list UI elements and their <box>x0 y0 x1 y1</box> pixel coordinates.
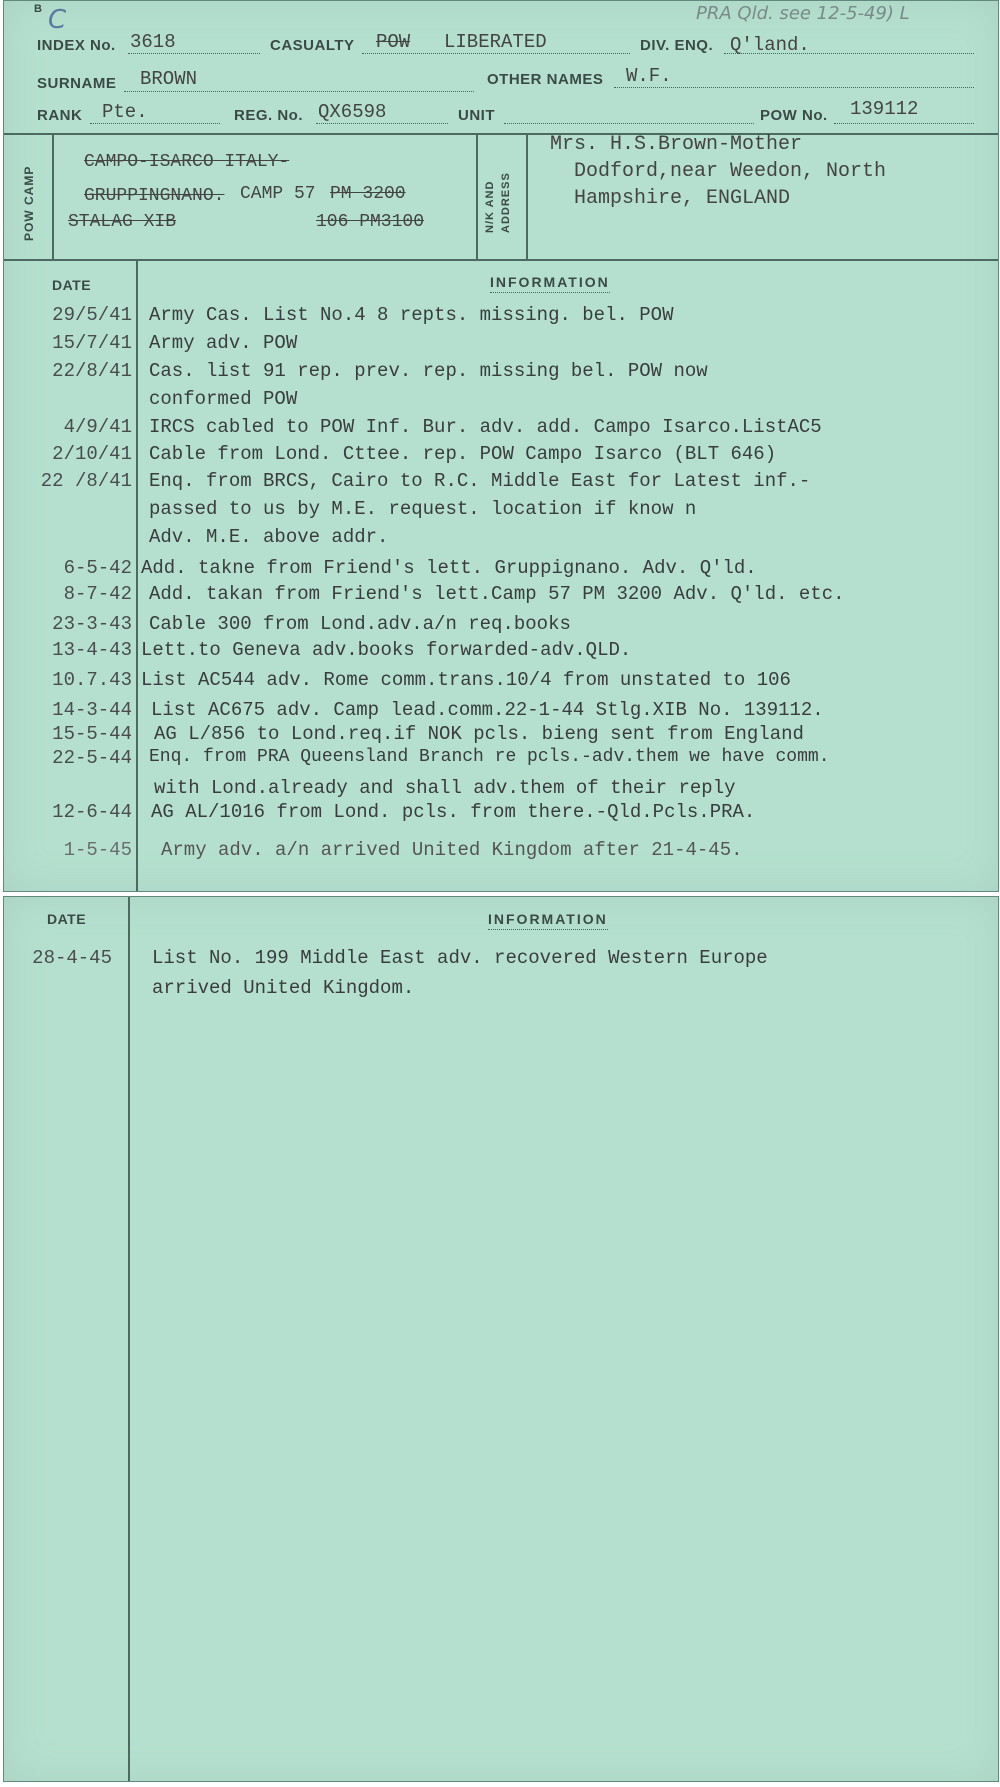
index-rule <box>128 53 260 54</box>
address-line-2: Dodford,near Weedon, North <box>550 160 887 183</box>
nk-label-line2: ADDRESS <box>500 172 512 233</box>
entry-text: Cas. list 91 rep. prev. rep. missing bel. POW now <box>149 360 708 382</box>
entry-row <box>4 332 998 360</box>
entry-date: 22 /8/41 <box>40 470 132 492</box>
entry-text: Army adv. a/n arrived United Kingdom after 21-4-45. <box>161 839 743 861</box>
entry-date: 6-5-42 <box>63 557 132 579</box>
index-label: INDEX No. <box>37 37 116 54</box>
entry-text: Enq. from BRCS, Cairo to R.C. Middle East for Latest inf.- <box>149 470 811 492</box>
entry-text: passed to us by M.E. request. location if know n <box>149 498 697 520</box>
entry-row <box>4 639 998 667</box>
entry-row <box>4 443 998 471</box>
surname-label: SURNAME <box>37 75 117 92</box>
entry-text: Army Cas. List No.4 8 repts. missing. bel. POW <box>149 304 674 326</box>
entry-text: List No. 199 Middle East adv. recovered Western Europe <box>152 947 768 969</box>
entry-row <box>4 498 998 526</box>
other-names-rule <box>614 87 974 88</box>
info-header: INFORMATION <box>490 274 610 293</box>
entry-row <box>4 304 998 332</box>
stamp-initial: C <box>48 5 67 35</box>
index-value: 3618 <box>130 31 176 53</box>
pow-no-label: POW No. <box>760 107 828 124</box>
entry-date: 1-5-45 <box>63 839 132 861</box>
entry-row <box>4 747 998 775</box>
entry-row <box>4 470 998 498</box>
camp-line-4: PM 3200 <box>330 184 406 204</box>
entry-text: Enq. from PRA Queensland Branch re pcls.-adv.them we have comm. <box>149 747 830 767</box>
reg-no-value: QX6598 <box>318 101 387 123</box>
entry-date: 22/8/41 <box>52 360 132 382</box>
entry-text: List AC544 adv. Rome comm.trans.10/4 from unstated to 106 <box>141 669 791 691</box>
entry-row <box>4 360 998 388</box>
date-column-divider <box>128 897 130 1781</box>
camp-line-1: CAMPO-ISARCO ITALY- <box>84 152 290 172</box>
entry-text: Cable from Lond. Cttee. rep. POW Campo Isarco (BLT 646) <box>149 443 777 465</box>
entry-date: 8-7-42 <box>63 583 132 605</box>
nk-label-line1: N/K AND <box>484 180 496 233</box>
other-names-label: OTHER NAMES <box>487 71 604 88</box>
entry-date: 28-4-45 <box>32 947 112 969</box>
entry-text: AG AL/1016 from Lond. pcls. from there.-Qld.Pcls.PRA. <box>151 801 756 823</box>
pencil-note: PRA Qld. see 12-5-49) L <box>696 3 910 24</box>
entry-date: 2/10/41 <box>52 443 132 465</box>
entry-row <box>4 526 998 554</box>
unit-rule <box>504 123 754 124</box>
date-header: DATE <box>52 277 92 293</box>
reg-no-label: REG. No. <box>234 107 304 124</box>
casualty-value: LIBERATED <box>444 31 547 53</box>
div-enq-label: DIV. ENQ. <box>640 37 714 54</box>
other-names-value: W.F. <box>626 65 672 87</box>
entry-date: 15/7/41 <box>52 332 132 354</box>
entry-row <box>4 669 998 697</box>
nk-address-divider <box>526 133 528 259</box>
camp-line-2: GRUPPINGNANO. <box>84 186 225 206</box>
entry-text: List AC675 adv. Camp lead.comm.22-1-44 Stlg.XIB No. 139112. <box>151 699 824 721</box>
entry-text: Army adv. POW <box>149 332 298 354</box>
entry-date: 15-5-44 <box>52 723 132 745</box>
address-line-3: Hampshire, ENGLAND <box>550 187 791 210</box>
entry-row <box>4 977 998 1005</box>
entry-date: 22-5-44 <box>52 747 132 769</box>
entry-row <box>4 583 998 611</box>
date-header: DATE <box>47 911 87 927</box>
box-divider <box>4 259 998 261</box>
entry-date: 13-4-43 <box>52 639 132 661</box>
casualty-label: CASUALTY <box>270 37 355 54</box>
info-header: INFORMATION <box>488 911 608 930</box>
pow-no-rule <box>834 123 974 124</box>
entry-text: Lett.to Geneva adv.books forwarded-adv.QLD. <box>141 639 632 661</box>
entry-date: 10.7.43 <box>52 669 132 691</box>
camp-line-5: STALAG XIB <box>68 212 177 232</box>
reg-no-rule <box>316 123 448 124</box>
camp-line-3: CAMP 57 <box>240 184 316 204</box>
camp-line-6: 106 PM3100 <box>316 212 425 232</box>
entry-row <box>4 801 998 829</box>
entry-date: 12-6-44 <box>52 801 132 823</box>
rank-rule <box>90 123 220 124</box>
rank-value: Pte. <box>102 101 148 123</box>
entry-text: with Lond.already and shall adv.them of their reply <box>154 777 736 799</box>
div-enq-value: Q'land. <box>730 34 810 56</box>
index-card-back <box>3 896 999 1782</box>
index-card-front <box>3 0 999 892</box>
casualty-struck-value: POW <box>376 31 411 53</box>
surname-rule <box>124 91 474 92</box>
entry-text: Add. takne from Friend's lett. Gruppignano. Adv. Q'ld. <box>141 557 757 579</box>
rank-label: RANK <box>37 107 83 124</box>
entry-date: 29/5/41 <box>52 304 132 326</box>
entry-text: Add. takan from Friend's lett.Camp 57 PM 3200 Adv. Q'ld. etc. <box>149 583 845 605</box>
pow-no-value: 139112 <box>850 98 919 120</box>
pow-camp-label: POW CAMP <box>22 165 36 241</box>
entry-row <box>4 839 998 867</box>
entry-date: 4/9/41 <box>63 416 132 438</box>
entry-text: Adv. M.E. above addr. <box>149 526 389 548</box>
entry-row <box>4 388 998 416</box>
address-line-1: Mrs. H.S.Brown-Mother <box>550 133 803 156</box>
entry-row <box>4 613 998 641</box>
camp-address-divider <box>476 133 478 259</box>
entry-row <box>4 557 998 585</box>
entry-text: conformed POW <box>149 388 298 410</box>
pow-camp-label-divider <box>52 133 54 259</box>
casualty-rule <box>362 53 630 54</box>
entry-row <box>4 947 998 975</box>
entry-text: IRCS cabled to POW Inf. Bur. adv. add. Campo Isarco.ListAC5 <box>149 416 822 438</box>
entry-text: arrived United Kingdom. <box>152 977 415 999</box>
nok-address <box>550 131 886 212</box>
entry-date: 23-3-43 <box>52 613 132 635</box>
entry-text: AG L/856 to Lond.req.if NOK pcls. bieng sent from England <box>154 723 804 745</box>
unit-label: UNIT <box>458 107 495 124</box>
entry-row <box>4 416 998 444</box>
corner-mark: B <box>34 3 43 15</box>
entry-text: Cable 300 from Lond.adv.a/n req.books <box>149 613 571 635</box>
entry-date: 14-3-44 <box>52 699 132 721</box>
surname-value: BROWN <box>140 68 198 90</box>
